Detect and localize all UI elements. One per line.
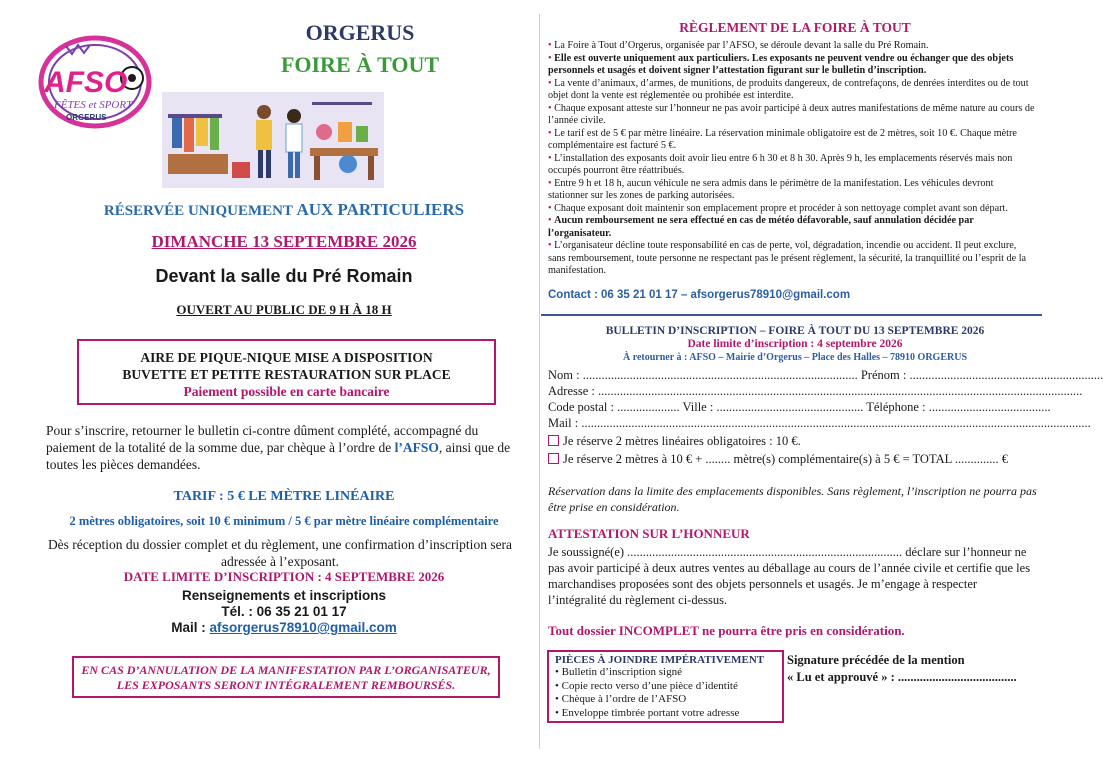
address-field[interactable]: Adresse : ........................................................................................................................................................... — [548, 384, 1083, 398]
reservation-option-2[interactable] — [548, 452, 1042, 467]
flea-market-illustration — [162, 92, 384, 188]
rule-text: L’installation des exposants doit avoir lieu entre 6 h 30 et 8 h 30. Après 9 h, les emplacements réservés mais non occupés pourront être réattribués. — [548, 152, 1013, 176]
signup-text-end: , ainsi que de toutes les pièces demandées. — [46, 440, 511, 472]
name-field[interactable]: Nom : ........................................................................................ Prénom : .............................................................. — [548, 368, 1103, 382]
rule-text: La Foire à Tout d’Orgerus, organisée par l’AFSO, se déroule devant la salle du Pré Romain. — [554, 40, 929, 51]
bulletin-title: BULLETIN D’INSCRIPTION – FOIRE À TOUT DU 13 SEPTEMBRE 2026 — [605, 325, 985, 337]
required-document-item: • Chèque à l’ordre de l’AFSO — [555, 693, 776, 707]
rules-list — [548, 40, 1036, 278]
rule-item — [548, 178, 1036, 203]
rule-item — [548, 203, 1036, 216]
reservation-note: Réservation dans la limite des emplacements disponibles. Sans règlement, l’inscription ne pourra pas être prise en considération. — [548, 484, 1037, 514]
opening-hours: OUVERT AU PUBLIC DE 9 H À 18 H — [176, 302, 392, 317]
signup-deadline: DATE LIMITE D’INSCRIPTION : 4 SEPTEMBRE 2026 — [123, 569, 445, 584]
cancellation-line-2: LES EXPOSANTS SERONT INTÉGRALEMENT REMBOURSÉS. — [116, 678, 456, 692]
checkbox-icon[interactable] — [548, 453, 559, 464]
amenities-line-1: AIRE DE PIQUE-NIQUE MISE A DISPOSITION — [140, 350, 433, 365]
tarif-details: 2 mètres obligatoires, soit 10 € minimum / 5 € par mètre linéaire complémentaire — [69, 514, 499, 528]
rule-item — [548, 215, 1036, 240]
rule-item — [548, 240, 1036, 278]
event-date: DIMANCHE 13 SEPTEMBRE 2026 — [151, 232, 417, 251]
attestation-text: Je soussigné(e) ........................................................................................ déclare sur l’honneur ne pas avoir participé à deux autres ventes au déballage au cours de l’année civile et certifie que les marchandises proposées sont des objets personnels et usagés. Je m’engage à respecter l’intégralité du règlement ci-dessus. — [548, 545, 1031, 607]
rule-item — [548, 153, 1036, 178]
info-mail-label: Mail : — [171, 620, 210, 635]
rules-title: RÈGLEMENT DE LA FOIRE À TOUT — [679, 20, 911, 35]
afso-logo — [36, 30, 154, 130]
rule-text: Elle est ouverte uniquement aux particuliers. Les exposants ne peuvent vendre ou échanger que des objets personnels et usagés et doivent signer l’attestation figurant sur le bulletin d’inscription. — [548, 52, 1014, 76]
rule-text: L’organisateur décline toute responsabilité en cas de perte, vol, dégradation, incendie ou accident. Il peut exclure, sans remboursement, toute personne ne respectant pas le présent règlement, la sécurité, la tranquillité ou l’esprit de la manifestation. — [548, 240, 1027, 276]
cancellation-box — [72, 656, 500, 698]
bullet-icon: • — [548, 202, 555, 214]
bullet-icon: • — [548, 127, 555, 139]
rule-text: Chaque exposant doit maintenir son emplacement propre et procéder à son nettoyage complet avant son départ. — [554, 202, 1008, 214]
confirmation-text: Dès réception du dossier complet et du règlement, une confirmation d’inscription sera adressée à l’exposant. — [47, 537, 513, 569]
info-phone: Tél. : 06 35 21 01 17 — [221, 604, 347, 619]
rule-item — [548, 103, 1036, 128]
mail-field[interactable]: Mail : ................................................................................................................................................................... — [548, 416, 1091, 430]
bullet-icon: • — [548, 40, 555, 51]
attestation-title: ATTESTATION SUR L’HONNEUR — [548, 526, 750, 541]
bullet-icon: • — [548, 240, 555, 251]
reservation-option-1-label: Je réserve 2 mètres linéaires obligatoires : 10 €. — [563, 434, 801, 448]
rule-text: Chaque exposant atteste sur l’honneur ne pas avoir participé à deux autres manifestations de même nature au cours de l’année civile. — [548, 102, 1035, 126]
reserved-prefix: RÉSERVÉE UNIQUEMENT — [103, 203, 297, 219]
info-mail — [60, 620, 508, 635]
rule-text: Le tarif est de 5 € par mètre linéaire. La réservation minimale obligatoire est de 2 mètres, soit 10 €. Chaque mètre complémentaire est facturé 5 €. — [548, 127, 1017, 151]
rule-item — [548, 53, 1036, 78]
column-divider — [539, 14, 540, 749]
postal-city-phone-field[interactable]: Code postal : .................... Ville : ............................................... Téléphone : ....................................... — [548, 400, 1051, 414]
svg-text:AFSO: AFSO — [44, 66, 128, 99]
required-documents-title: PIÈCES À JOINDRE IMPÉRATIVEMENT — [555, 654, 765, 666]
rules-contact: Contact : 06 35 21 01 17 – afsorgerus78910@gmail.com — [548, 289, 851, 301]
event-place: Devant la salle du Pré Romain — [155, 266, 413, 286]
rule-item — [548, 128, 1036, 153]
checkbox-icon[interactable] — [548, 435, 559, 446]
reservation-option-1[interactable] — [548, 434, 801, 449]
title-fair: FOIRE À TOUT — [280, 52, 440, 77]
required-document-item: • Bulletin d’inscription signé — [555, 666, 776, 680]
bullet-icon: • — [548, 152, 555, 164]
bullet-icon: • — [548, 102, 555, 114]
amenities-box — [77, 339, 496, 405]
rule-text: La vente d’animaux, d’armes, de munitions, de produits dangereux, de contrefaçons, de denrées interdites ou de tout objet dont la vente est réglementée ou prohibée est interdite. — [548, 77, 1029, 101]
tarif-heading: TARIF : 5 € LE MÈTRE LINÉAIRE — [173, 489, 395, 504]
section-divider — [541, 314, 1042, 316]
amenities-line-2: BUVETTE ET PETITE RESTAURATION SUR PLACE — [122, 367, 451, 382]
info-title: Renseignements et inscriptions — [181, 588, 387, 603]
bullet-icon: • — [548, 52, 555, 64]
signature-field[interactable]: « Lu et approuvé » : ...................................... — [787, 670, 1017, 684]
reserved-emphasis: AUX PARTICULIERS — [296, 200, 465, 219]
amenities-line-3: Paiement possible en carte bancaire — [183, 384, 390, 399]
rule-item — [548, 78, 1036, 103]
rule-text: Entre 9 h et 18 h, aucun véhicule ne sera admis dans le périmètre de la manifestation. Les véhicules devront stationner sur les zones de parking autorisées. — [548, 177, 994, 201]
title-town: ORGERUS — [305, 20, 415, 45]
bullet-icon: • — [548, 177, 555, 189]
required-document-item: • Enveloppe timbrée portant votre adresse — [555, 707, 776, 721]
signature-label: Signature précédée de la mention — [787, 653, 965, 667]
required-document-item: • Copie recto verso d’une pièce d’identité — [555, 680, 776, 694]
signup-instructions — [46, 422, 514, 473]
reserved-notice — [60, 200, 508, 220]
signup-afso: l’AFSO — [394, 440, 439, 455]
bulletin-deadline: Date limite d’inscription : 4 septembre 2026 — [687, 338, 903, 350]
required-documents-box — [547, 650, 784, 723]
bullet-icon: • — [548, 77, 555, 89]
rule-text: Aucun remboursement ne sera effectué en cas de météo défavorable, sauf annulation décidée par l’organisateur. — [548, 215, 974, 239]
rule-item — [548, 40, 1036, 53]
svg-text:FÊTES et SPORT: FÊTES et SPORT — [54, 99, 133, 111]
cancellation-line-1: EN CAS D’ANNULATION DE LA MANIFESTATION PAR L’ORGANISATEUR, — [81, 663, 491, 677]
svg-text:ORGERUS: ORGERUS — [66, 113, 107, 122]
bulletin-return-address: À retourner à : AFSO – Mairie d’Orgerus – Place des Halles – 78910 ORGERUS — [622, 352, 968, 363]
bullet-icon: • — [548, 215, 555, 226]
reservation-option-2-label: Je réserve 2 mètres à 10 € + ........ mètre(s) complémentaire(s) à 5 € = TOTAL .............. € — [563, 452, 1009, 466]
signup-text-start: Pour s’inscrire, retourner le bulletin ci-contre dûment complété, accompagné du paiement de la totalité de la somme due, par chèque à l’ordre de — [46, 423, 479, 455]
incomplete-warning: Tout dossier INCOMPLET ne pourra être pris en considération. — [548, 623, 905, 638]
info-mail-link[interactable]: afsorgerus78910@gmail.com — [209, 620, 397, 635]
